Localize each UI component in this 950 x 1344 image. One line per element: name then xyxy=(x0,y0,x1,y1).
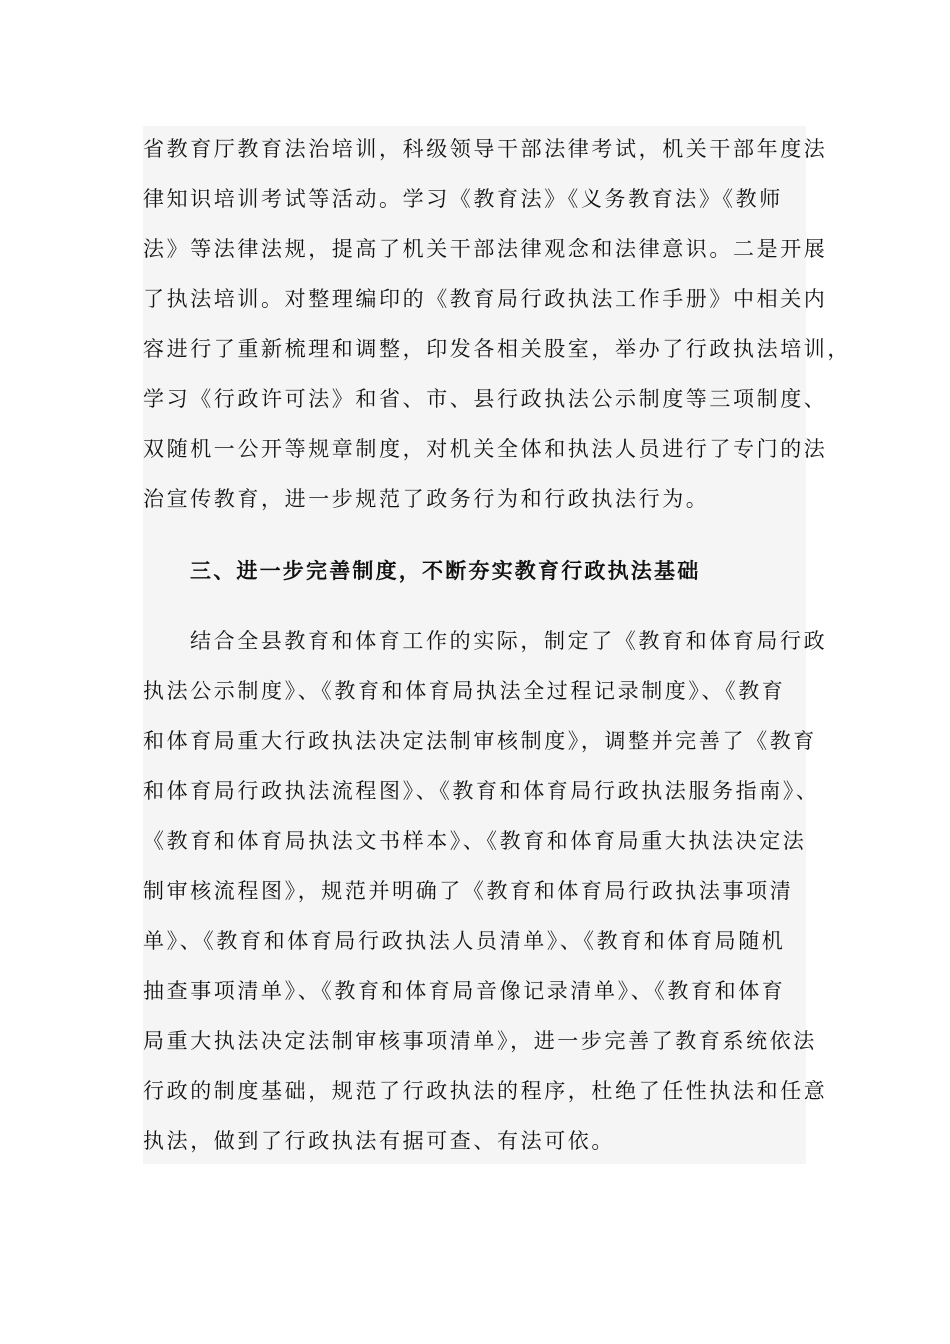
paragraph-line: 和体育局重大行政执法决定法制审核制度》，调整并完善了《教育 xyxy=(143,729,817,753)
paragraph-line: 《教育和体育局执法文书样本》、《教育和体育局重大执法决定法 xyxy=(143,829,807,853)
paragraph-line: 执法公示制度》、《教育和体育局执法全过程记录制度》、《教育 xyxy=(143,679,786,703)
paragraph-line: 和体育局行政执法流程图》、《教育和体育局行政执法服务指南》、 xyxy=(143,779,820,803)
paragraph-line: 制审核流程图》，规范并明确了《教育和体育局行政执法事项清 xyxy=(143,879,794,903)
paragraph-line: 执法，做到了行政执法有据可查、有法可依。 xyxy=(143,1129,615,1153)
paragraph-line: 局重大执法决定法制审核事项清单》，进一步完善了教育系统依法 xyxy=(143,1029,817,1053)
paragraph-line: 治宣传教育，进一步规范了政务行为和行政执法行为。 xyxy=(143,487,710,511)
paragraph-line: 法》等法律法规，提高了机关干部法律观念和法律意识。二是开展 xyxy=(143,237,828,261)
paragraph-line: 了执法培训。对整理编印的《教育局行政执法工作手册》中相关内 xyxy=(143,287,828,311)
paragraph-line: 结合全县教育和体育工作的实际，制定了《教育和体育局行政 xyxy=(190,629,828,653)
paragraph-line: 学习《行政许可法》和省、市、县行政执法公示制度等三项制度、 xyxy=(143,387,828,411)
paragraph-line: 双随机一公开等规章制度，对机关全体和执法人员进行了专门的法 xyxy=(143,437,828,461)
paragraph-line: 行政的制度基础，规范了行政执法的程序，杜绝了任性执法和任意 xyxy=(143,1079,828,1103)
document-text-block xyxy=(143,126,851,1164)
paragraph-line: 单》、《教育和体育局行政执法人员清单》、《教育和体育局随机 xyxy=(143,929,786,953)
paragraph-line: 省教育厅教育法治培训，科级领导干部法律考试，机关干部年度法 xyxy=(143,137,828,161)
paragraph-line: 容进行了重新梳理和调整，印发各相关股室，举办了行政执法培训， xyxy=(143,337,851,361)
section-heading: 三、进一步完善制度，不断夯实教育行政执法基础 xyxy=(190,558,701,583)
paragraph-line: 抽查事项清单》、《教育和体育局音像记录清单》、《教育和体育 xyxy=(143,979,786,1003)
paragraph-line: 律知识培训考试等活动。学习《教育法》《义务教育法》《教师 xyxy=(143,187,783,211)
